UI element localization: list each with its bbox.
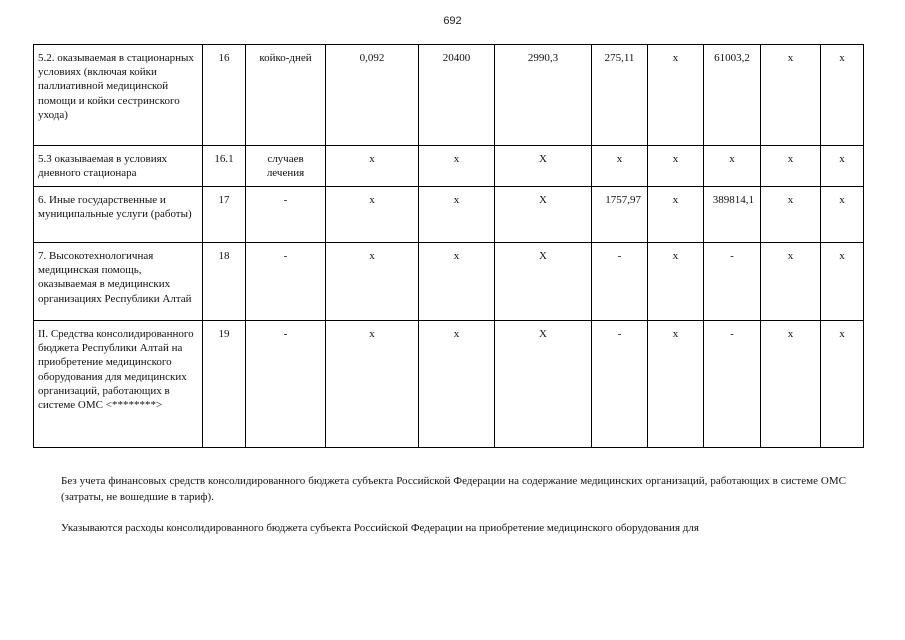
footnote-1: Без учета финансовых средств консолидированного бюджета субъекта Российской Федерации на содержание медицинских организаций, работающих в системе ОМС (затраты, не вошедшие в тариф). (61, 475, 846, 503)
value-cell: х (761, 45, 821, 146)
page-number: 692 (443, 15, 462, 27)
unit-cell: - (246, 243, 326, 321)
value-cell: х (326, 146, 419, 187)
value-cell: 0,092 (326, 45, 419, 146)
value-cell: х (326, 321, 419, 448)
value-cell: х (648, 45, 704, 146)
value-cell: х (326, 243, 419, 321)
footnote-2: Указываются расходы консолидированного бюджета субъекта Российской Федерации на приобретение медицинского оборудования для (61, 522, 699, 534)
value-cell: - (592, 321, 648, 448)
value-cell: х (592, 146, 648, 187)
table-row (34, 187, 864, 243)
value-cell: 275,11 (592, 45, 648, 146)
value-cell: х (821, 243, 864, 321)
unit-cell: койко-дней (246, 45, 326, 146)
value-cell: х (821, 146, 864, 187)
row-number-cell: 17 (203, 187, 246, 243)
value-cell: Х (495, 321, 592, 448)
value-cell: 389814,1 (704, 187, 761, 243)
value-cell: Х (495, 243, 592, 321)
value-cell: Х (495, 146, 592, 187)
unit-cell: случаев лечения (246, 146, 326, 187)
row-label: 6. Иные государственные и муниципальные услуги (работы) (34, 187, 203, 243)
value-cell: 61003,2 (704, 45, 761, 146)
value-cell: х (821, 321, 864, 448)
value-cell: х (704, 146, 761, 187)
row-number-cell: 16.1 (203, 146, 246, 187)
value-cell: х (419, 187, 495, 243)
row-label: 5.3 оказываемая в условиях дневного стационара (34, 146, 203, 187)
value-cell: 1757,97 (592, 187, 648, 243)
value-cell: х (648, 146, 704, 187)
table-row (34, 321, 864, 448)
value-cell: Х (495, 187, 592, 243)
value-cell: х (761, 146, 821, 187)
value-cell: 2990,3 (495, 45, 592, 146)
row-number-cell: 16 (203, 45, 246, 146)
row-label: 7. Высокотехнологичная медицинская помощь, оказываемая в медицинских организациях Республики Алтай (34, 243, 203, 321)
value-cell: - (592, 243, 648, 321)
value-cell: х (761, 321, 821, 448)
unit-cell: - (246, 321, 326, 448)
value-cell: - (704, 243, 761, 321)
value-cell: х (419, 146, 495, 187)
row-label: 5.2. оказываемая в стационарных условиях (включая койки паллиативной медицинской помощи и койки сестринского ухода) (34, 45, 203, 146)
table-row (34, 45, 864, 146)
footnotes (61, 474, 846, 553)
value-cell: х (761, 243, 821, 321)
value-cell: х (648, 187, 704, 243)
value-cell: х (419, 321, 495, 448)
value-cell: - (704, 321, 761, 448)
value-cell: х (648, 321, 704, 448)
financing-table (33, 44, 864, 448)
value-cell: х (821, 45, 864, 146)
row-label: II. Средства консолидированного бюджета Республики Алтай на приобретение медицинского оборудования для медицинских организаций, работающих в системе ОМС <********> (34, 321, 203, 448)
value-cell: х (419, 243, 495, 321)
value-cell: х (326, 187, 419, 243)
value-cell: х (761, 187, 821, 243)
row-number-cell: 19 (203, 321, 246, 448)
row-number-cell: 18 (203, 243, 246, 321)
unit-cell: - (246, 187, 326, 243)
value-cell: х (821, 187, 864, 243)
table-row (34, 146, 864, 187)
value-cell: 20400 (419, 45, 495, 146)
value-cell: х (648, 243, 704, 321)
table-row (34, 243, 864, 321)
